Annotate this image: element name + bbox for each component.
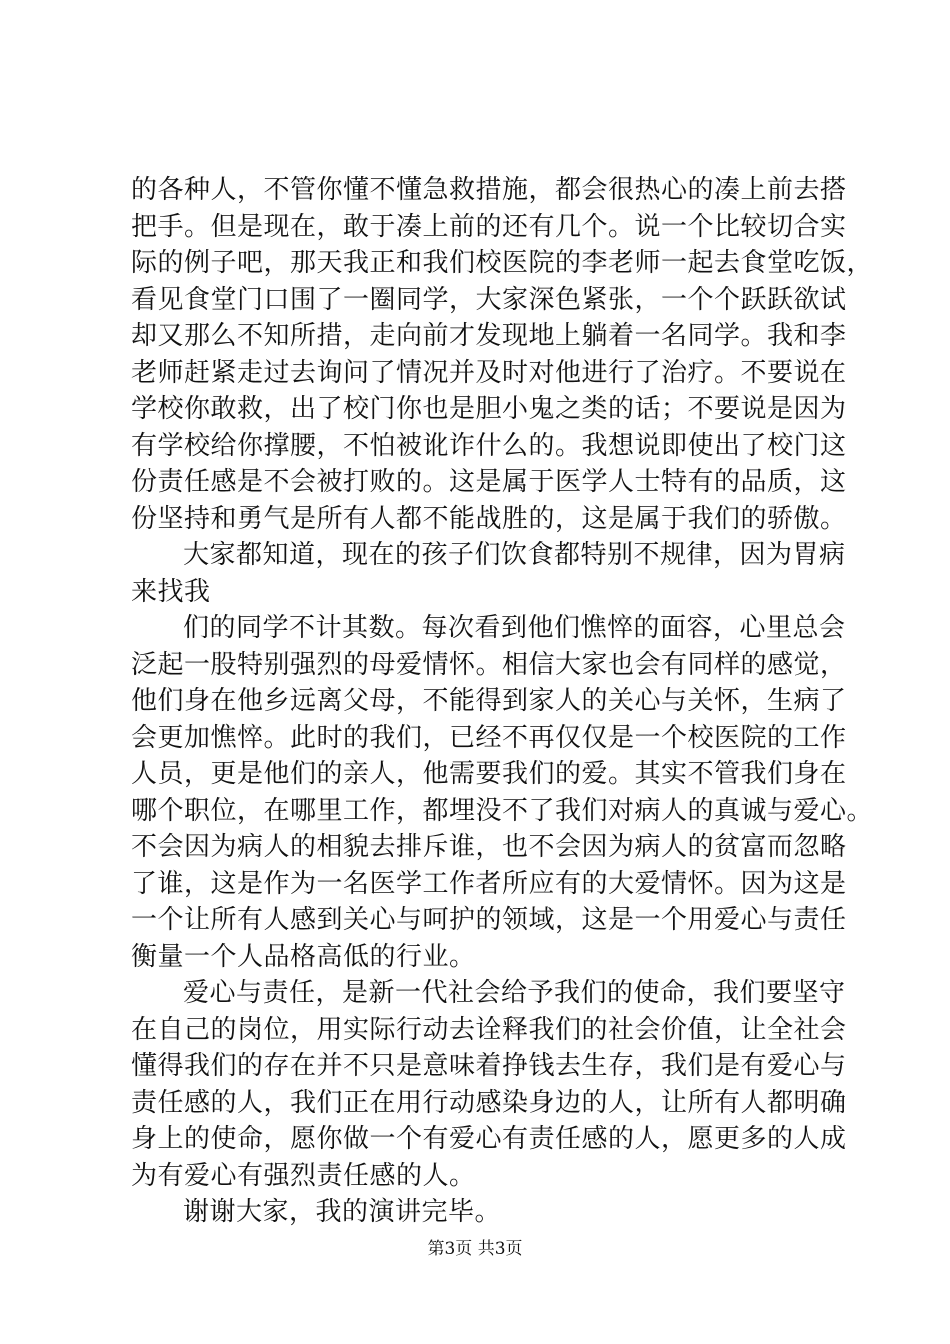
text-line: 身上的使命，愿你做一个有爱心有责任感的人，愿更多的人成 — [131, 1124, 847, 1154]
text-line: 一个让所有人感到关心与呵护的领域，这是一个用爱心与责任 — [131, 905, 847, 935]
text-line: 却又那么不知所措，走向前才发现地上躺着一名同学。我和李 — [131, 321, 847, 351]
text-line: 不会因为病人的相貌去排斥谁，也不会因为病人的贫富而忽略 — [131, 832, 847, 862]
text-line: 际的例子吧，那天我正和我们校医院的李老师一起去食堂吃饭， — [131, 248, 874, 278]
text-line: 份坚持和勇气是所有人都不能战胜的，这是属于我们的骄傲。 — [131, 503, 847, 534]
text-line: 哪个职位，在哪里工作，都埋没不了我们对病人的真诚与爱心。 — [131, 795, 874, 826]
text-line: 爱心与责任，是新一代社会给予我们的使命，我们要坚守 — [183, 978, 846, 1008]
text-line: 学校你敢救，出了校门你也是胆小鬼之类的话；不要说是因为 — [131, 394, 847, 424]
text-line: 来找我 — [131, 576, 211, 607]
text-line: 谢谢大家，我的演讲完毕。 — [183, 1197, 502, 1227]
text-line: 泛起一股特别强烈的母爱情怀。相信大家也会有同样的感觉， — [131, 649, 847, 680]
text-line: 老师赶紧走过去询问了情况并及时对他进行了治疗。不要说在 — [131, 357, 847, 388]
text-line: 会更加憔悴。此时的我们，已经不再仅仅是一个校医院的工作 — [131, 722, 847, 753]
text-line: 在自己的岗位，用实际行动去诠释我们的社会价值，让全社会 — [131, 1014, 847, 1045]
text-line: 们的同学不计其数。每次看到他们憔悴的面容，心里总会 — [183, 613, 846, 643]
document-body — [131, 172, 874, 1231]
text-line: 有学校给你撑腰，不怕被讹诈什么的。我想说即使出了校门这 — [131, 430, 847, 461]
text-line: 责任感的人，我们正在用行动感染身边的人，让所有人都明确 — [131, 1087, 847, 1118]
text-line: 把手。但是现在，敢于凑上前的还有几个。说一个比较切合实 — [131, 211, 847, 242]
text-line: 懂得我们的存在并不只是意味着挣钱去生存，我们是有爱心与 — [131, 1051, 847, 1081]
text-line: 衡量一个人品格高低的行业。 — [131, 941, 476, 972]
text-line: 人员，更是他们的亲人，他需要我们的爱。其实不管我们身在 — [131, 759, 847, 789]
text-line: 为有爱心有强烈责任感的人。 — [131, 1160, 476, 1191]
page-footer: 第3页 共3页 — [427, 1239, 523, 1259]
text-line: 了谁，这是作为一名医学工作者所应有的大爱情怀。因为这是 — [131, 868, 847, 899]
text-line: 份责任感是不会被打败的。这是属于医学人士特有的品质，这 — [131, 467, 847, 497]
text-line: 他们身在他乡远离父母，不能得到家人的关心与关怀，生病了 — [131, 686, 847, 716]
text-line: 的各种人，不管你懂不懂急救措施，都会很热心的凑上前去搭 — [131, 175, 847, 205]
text-line: 看见食堂门口围了一圈同学，大家深色紧张，一个个跃跃欲试 — [131, 284, 847, 315]
text-line: 大家都知道，现在的孩子们饮食都特别不规律，因为胃病 — [183, 540, 846, 570]
